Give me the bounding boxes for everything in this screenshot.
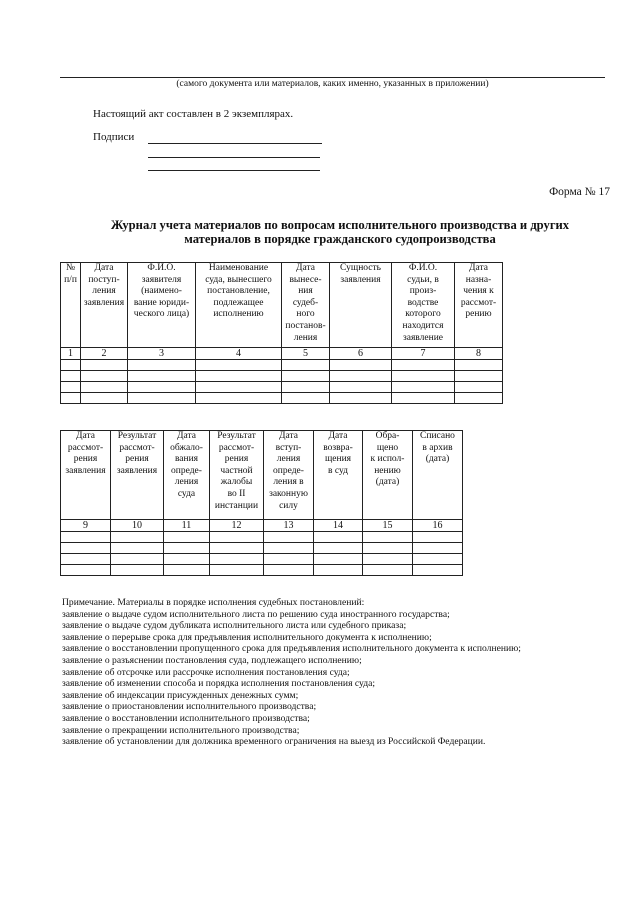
- signature-line-3: [148, 170, 320, 171]
- column-header-line: произ-: [409, 286, 437, 297]
- column-header-line: рения: [224, 454, 249, 465]
- column-header-line: ления: [92, 286, 116, 297]
- column-header-line: ния: [298, 286, 313, 297]
- column-header: [61, 263, 81, 348]
- column-header-line: Дата: [94, 263, 114, 273]
- column-header-line: частной: [220, 465, 253, 476]
- journal-title: [60, 218, 620, 246]
- column-header-line: Дата: [177, 431, 196, 441]
- column-header: [455, 263, 503, 348]
- column-header-line: подлежащее: [213, 297, 264, 308]
- column-header: [61, 431, 111, 520]
- column-number: 1: [61, 348, 81, 360]
- column-header-line: вынесе-: [289, 274, 322, 285]
- column-header-line: заявления: [340, 274, 381, 285]
- journal-table-1: [60, 262, 503, 404]
- column-header-line: ления: [276, 454, 301, 465]
- column-header-line: Ф.И.О.: [147, 263, 176, 273]
- column-header-line: заявления: [116, 465, 158, 476]
- table-row: [61, 532, 463, 543]
- signature-line-2: [148, 157, 320, 158]
- table-row: [61, 371, 503, 382]
- top-caption: (самого документа или материалов, каких именно, указанных в приложении): [176, 79, 489, 89]
- column-header-line: чения к: [463, 286, 494, 297]
- notes-item: заявление о приостановлении исполнительного производства;: [62, 701, 317, 713]
- column-header-line: рения: [125, 454, 149, 465]
- journal-table-2: [60, 430, 463, 576]
- table-2-number-row: [61, 520, 463, 532]
- column-header: [111, 431, 164, 520]
- column-header-line: суда, вынесшего: [205, 274, 272, 285]
- column-header-line: Дата: [296, 263, 315, 273]
- column-number: 13: [264, 520, 314, 532]
- column-number: 2: [81, 348, 128, 360]
- column-header-line: заявления: [83, 297, 125, 308]
- table-2-header-row: [61, 431, 463, 520]
- column-header-line: законную: [269, 488, 308, 499]
- column-header-line: водстве: [407, 297, 439, 308]
- column-header: [282, 263, 330, 348]
- copies-text: Настоящий акт составлен в 2 экземплярах.: [93, 108, 294, 120]
- notes-item: заявление о прекращении исполнительного производства;: [62, 724, 300, 736]
- column-header-line: (дата): [425, 454, 450, 465]
- column-header-line: (наимено-: [141, 286, 182, 297]
- column-header-line: заявления: [65, 465, 106, 476]
- column-header-line: Результат: [217, 431, 256, 441]
- column-header-line: силу: [279, 500, 298, 511]
- column-header: [164, 431, 210, 520]
- journal-title-line-1: Журнал учета материалов по вопросам исполнительного производства и других: [110, 218, 570, 232]
- notes-block: [62, 597, 622, 748]
- column-header-line: Результат: [117, 431, 157, 441]
- column-header-line: в архив: [422, 442, 453, 453]
- column-header-line: опреде-: [171, 465, 202, 476]
- table-row: [61, 565, 463, 576]
- column-header-line: рассмот-: [460, 297, 497, 308]
- column-header-line: рения: [73, 454, 98, 465]
- table-row: [61, 382, 503, 393]
- column-header: [392, 263, 455, 348]
- column-header-line: суда: [177, 488, 196, 499]
- column-header-line: к испол-: [370, 454, 405, 465]
- notes-item: заявление об установлении для должника временного ограничения на выезд из Российской Федерации.: [62, 736, 486, 748]
- journal-title-line-2: материалов в порядке гражданского судопроизводства: [184, 232, 496, 246]
- column-header-line: нению: [374, 465, 401, 476]
- column-header-line: №: [65, 263, 76, 273]
- column-header-line: рассмот-: [67, 442, 104, 453]
- column-header-line: судьи, в: [407, 274, 439, 285]
- column-header-line: заявителя: [141, 274, 182, 285]
- column-number: 11: [164, 520, 210, 532]
- column-number: 15: [363, 520, 413, 532]
- column-header-line: судеб-: [292, 297, 319, 308]
- column-header-line: ления: [293, 332, 318, 343]
- column-header: [210, 431, 264, 520]
- column-number: 4: [196, 348, 282, 360]
- top-rule: [60, 77, 605, 78]
- column-header-line: Дата: [469, 263, 488, 273]
- column-header-line: которого: [405, 309, 441, 320]
- column-header-line: постанов-: [285, 320, 326, 331]
- column-header-line: Дата: [76, 431, 95, 441]
- notes-item: заявление о восстановлении пропущенного срока для предъявления исполнительного документа к исполнению;: [62, 643, 521, 655]
- column-header-line: постановление,: [207, 286, 270, 297]
- column-header: [81, 263, 128, 348]
- column-header-line: заявление: [402, 332, 444, 343]
- column-header-line: Ф.И.О.: [408, 263, 438, 273]
- column-number: 10: [111, 520, 164, 532]
- column-header-line: ного: [296, 309, 315, 320]
- table-1-header-row: [61, 263, 503, 348]
- column-number: 16: [413, 520, 463, 532]
- column-number: 8: [455, 348, 503, 360]
- column-header-line: Наименование: [208, 263, 269, 273]
- column-header: [314, 431, 363, 520]
- table-row: [61, 393, 503, 404]
- signature-line-1: [148, 143, 322, 144]
- column-header-line: п/п: [64, 274, 77, 285]
- column-header-line: инстанции: [214, 500, 259, 511]
- column-header-line: рению: [465, 309, 492, 320]
- notes-item: заявление о восстановлении исполнительного производства;: [62, 712, 310, 724]
- column-header-line: в суд: [328, 465, 348, 476]
- column-header-line: вание юриди-: [133, 297, 190, 308]
- notes-item: заявление о выдаче судом исполнительного листа по решению суда иностранного государства;: [62, 608, 450, 620]
- column-header: [330, 263, 392, 348]
- column-number: 9: [61, 520, 111, 532]
- column-number: 7: [392, 348, 455, 360]
- table-row: [61, 554, 463, 565]
- notes-heading: Примечание. Материалы в порядке исполнения судебных постановлений:: [62, 597, 365, 608]
- signatures-label: Подписи: [93, 131, 135, 143]
- notes-item: заявление об отсрочке или рассрочке исполнения постановления суда;: [62, 666, 350, 678]
- column-header-line: ческого лица): [133, 309, 190, 320]
- column-header-line: щения: [324, 454, 352, 465]
- column-header-line: находится: [402, 320, 444, 331]
- notes-item: заявление о выдаче судом дубликата исполнительного листа или судебного приказа;: [62, 620, 407, 632]
- column-header: [363, 431, 413, 520]
- column-header-line: вания: [174, 454, 199, 465]
- column-header: [413, 431, 463, 520]
- notes-item: заявление о разъяснении постановления суда, подлежащего исполнению;: [62, 654, 362, 666]
- table-1-number-row: [61, 348, 503, 360]
- column-header-line: возвра-: [323, 442, 353, 453]
- column-header-line: ления: [174, 477, 199, 488]
- column-header-line: щено: [376, 442, 399, 453]
- column-header-line: ления в: [273, 477, 304, 488]
- column-header-line: Списано: [420, 431, 455, 441]
- column-header-line: во II: [227, 488, 246, 499]
- column-header-line: жалобы: [220, 477, 253, 488]
- column-header-line: опреде-: [273, 465, 304, 476]
- column-header-line: (дата): [375, 477, 400, 488]
- column-header-line: поступ-: [88, 274, 120, 285]
- column-header: [196, 263, 282, 348]
- column-header-line: назна-: [465, 274, 492, 285]
- notes-item: заявление об изменении способа и порядка исполнения постановления суда;: [62, 678, 376, 690]
- form-number: Форма № 17: [549, 186, 610, 198]
- column-header-line: обжало-: [170, 442, 203, 453]
- column-number: 6: [330, 348, 392, 360]
- column-header-line: Сущность: [340, 263, 381, 273]
- table-row: [61, 543, 463, 554]
- column-header-line: Дата: [328, 431, 348, 441]
- column-header: [264, 431, 314, 520]
- notes-item: заявление о перерыве срока для предъявления исполнительного документа к исполнению;: [62, 631, 432, 643]
- notes-item: заявление об индексации присужденных денежных сумм;: [62, 689, 299, 701]
- column-header-line: вступ-: [275, 442, 302, 453]
- column-header-line: рассмот-: [218, 442, 255, 453]
- column-number: 14: [314, 520, 363, 532]
- column-number: 5: [282, 348, 330, 360]
- column-header-line: исполнению: [213, 309, 264, 320]
- column-header-line: Дата: [279, 431, 298, 441]
- column-header-line: Обра-: [375, 431, 400, 441]
- column-header-line: рассмот-: [119, 442, 155, 453]
- column-header: [128, 263, 196, 348]
- column-number: 3: [128, 348, 196, 360]
- table-row: [61, 360, 503, 371]
- column-number: 12: [210, 520, 264, 532]
